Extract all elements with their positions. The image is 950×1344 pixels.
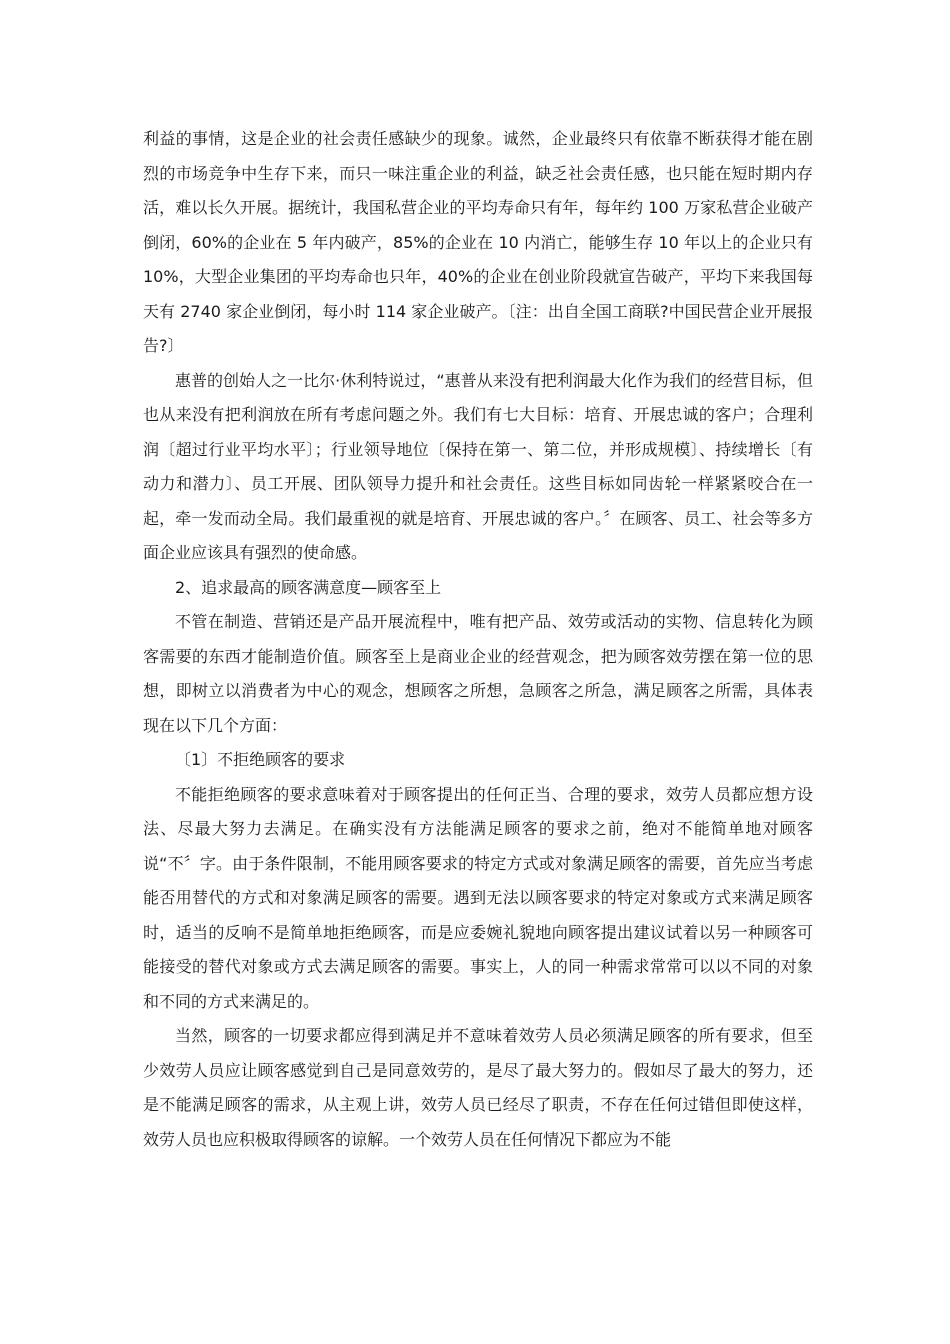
paragraph-5: 当然，顾客的一切要求都应得到满足并不意味着效劳人员必须满足顾客的所有要求，但至少效劳人员应让顾客感觉到自己是同意效劳的，是尽了最大努力的。假如尽了最大的努力，还是不能满足顾客的需求，从主观上讲，效劳人员已经尽了职责，不存在任何过错但即使这样，效劳人员也应积极取得顾客的谅解。一个效劳人员在任何情况下都应为不能: [143, 1026, 813, 1149]
paragraph-1: 利益的事情，这是企业的社会责任感缺少的现象。诚然，企业最终只有依靠不断获得才能在剧烈的市场竞争中生存下来，而只一味注重企业的利益，缺乏社会责任感，也只能在短时期内存活，难以长久开展。据统计，我国私营企业的平均寿命只有年，每年约 100 万家私营企业破产倒闭，60%的企业在 5 年内破产，85%的企业在 10 内消亡，能够生存 10 年以上的企业只有 10%，大型企业集团的平均寿命也只年，40%的企业在创业阶段就宣告破产，平均下来我国每天有 2740 家企业倒闭，每小时 114 家企业破产。〔注：出自全国工商联?中国民营企业开展报告?〕: [143, 129, 813, 355]
paragraph-4: 不能拒绝顾客的要求意味着对于顾客提出的任何正当、合理的要求，效劳人员都应想方设法、尽最大努力去满足。在确实没有方法能满足顾客的要求之前，绝对不能简单地对顾客说“不〞字。由于条件限制，不能用顾客要求的特定方式或对象满足顾客的需要，首先应当考虑能否用替代的方式和对象满足顾客的需要。遇到无法以顾客要求的特定对象或方式来满足顾客时，适当的反响不是简单地拒绝顾客，而是应委婉礼貌地向顾客提出建议试着以另一种顾客可能接受的替代对象或方式去满足顾客的需要。事实上，人的同一种需求常常可以以不同的对象和不同的方式来满足的。: [143, 784, 813, 1011]
paragraph-3: 不管在制造、营销还是产品开展流程中，唯有把产品、效劳或活动的实物、信息转化为顾客需要的东西才能制造价值。顾客至上是商业企业的经营观念，把为顾客效劳摆在第一位的思想，即树立以消费者为中心的观念，想顾客之所想，急顾客之所急，满足顾客之所需，具体表现在以下几个方面：: [143, 612, 813, 735]
document-body: [143, 122, 813, 1157]
section-heading: 2、追求最高的顾客满意度—顾客至上: [175, 577, 442, 597]
paragraph-2: 惠普的创始人之一比尔·休利特说过，“惠普从来没有把利润最大化作为我们的经营目标，但也从来没有把利润放在所有考虑问题之外。我们有七大目标：培育、开展忠诚的客户；合理利润〔超过行业平均水平〕；行业领导地位〔保持在第一、第二位，并形成规模〕、持续增长〔有动力和潜力〕、员工开展、团队领导力提升和社会责任。这些目标如同齿轮一样紧紧咬合在一起，牵一发而动全局。我们最重视的就是培育、开展忠诚的客户。〞在顾客、员工、社会等多方面企业应该具有强烈的使命感。: [143, 370, 813, 562]
subsection-heading: 〔1〕不拒绝顾客的要求: [175, 750, 346, 769]
